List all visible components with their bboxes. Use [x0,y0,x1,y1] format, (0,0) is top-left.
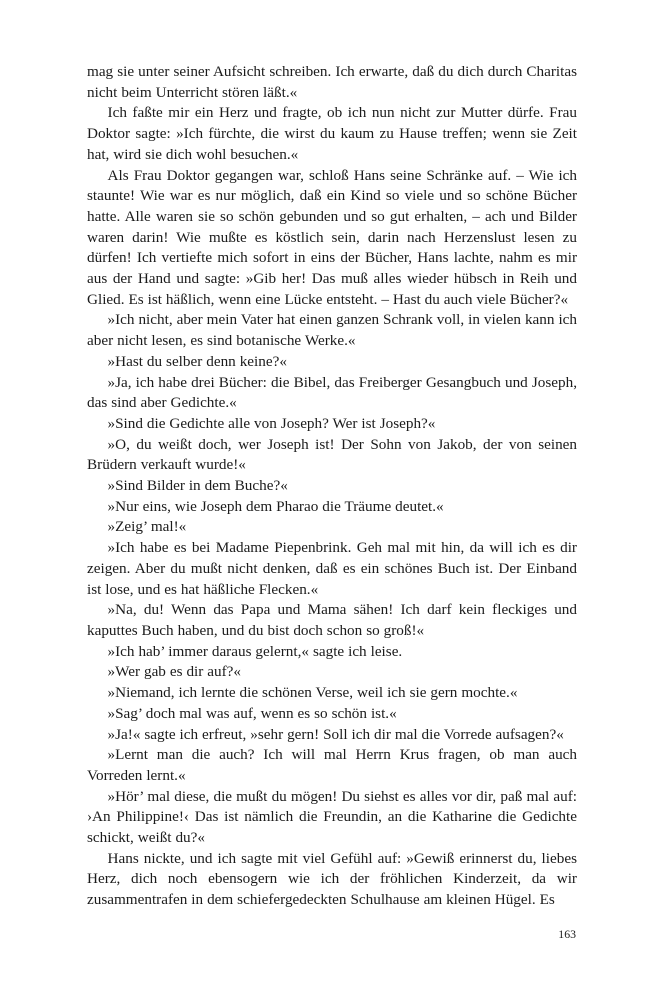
paragraph: »Wer gab es dir auf?« [107,663,241,681]
paragraph: Als Frau Doktor gegangen war, schloß Hans seine Schränke auf. – Wie ich staunte! Wie war es nur möglich, daß ein Kind so viele und so schöne Bücher hatte. Alle waren sie so schön gebunden und so gut erhalten, – ach und Bilder waren darin! Wie mußte es köstlich sein, darin nach Herzenslust lesen zu dürfen! Ich vertiefte mich sofort in eins der Bücher, Hans lachte, nahm es mir aus der Hand und sagte: »Gib her! Das muß alles wieder hübsch in Reih und Glied. Es ist häßlich, wenn eine Lücke entsteht. – Hast du auch viele Bücher?« [87,166,577,308]
paragraph: »Niemand, ich lernte die schönen Verse, weil ich sie gern mochte.« [107,684,518,702]
paragraph: »Lernt man die auch? Ich will mal Herrn Krus fragen, ob man auch Vorreden lernt.« [87,746,577,784]
paragraph: »Zeig’ mal!« [107,518,187,536]
page-text [87,62,577,911]
paragraph: »Sag’ doch mal was auf, wenn es so schön ist.« [107,704,397,722]
paragraph: »Ich hab’ immer daraus gelernt,« sagte ich leise. [107,642,403,660]
paragraph: »Hast du selber denn keine?« [107,352,287,370]
paragraph: mag sie unter seiner Aufsicht schreiben. Ich erwarte, daß du dich durch Charitas nicht beim Unterricht stören läßt.« [87,63,577,101]
paragraph: »Na, du! Wenn das Papa und Mama sähen! Ich darf kein fleckiges und kaputtes Buch haben, und du bist doch schon so groß!« [87,601,577,639]
paragraph: »Nur eins, wie Joseph dem Pharao die Träume deutet.« [107,497,444,515]
paragraph: Hans nickte, und ich sagte mit viel Gefühl auf: »Gewiß erinnerst du, liebes Herz, dich noch ebensogern wie ich der fröhlichen Kinderzeit, da wir zusammentrafen in dem schiefergedeckten Schulhause am kleinen Hügel. Es [87,849,577,909]
paragraph: »O, du weißt doch, wer Joseph ist! Der Sohn von Jakob, der von seinen Brüdern verkauft wurde!« [87,435,577,474]
page-number: 163 [558,927,576,941]
paragraph: »Ich habe es bei Madame Piepenbrink. Geh mal mit hin, da will ich es dir zeigen. Aber du mußt nicht denken, daß es ein schönes Buch ist. Der Einband ist lose, und es hat häßliche Flecken.« [87,539,577,598]
paragraph: »Ich nicht, aber mein Vater hat einen ganzen Schrank voll, in vielen kann ich aber nicht lesen, es sind botanische Werke.« [87,311,577,350]
paragraph: »Ja, ich habe drei Bücher: die Bibel, das Freiberger Gesangbuch und Joseph, das sind aber Gedichte.« [87,373,577,412]
paragraph: Ich faßte mir ein Herz und fragte, ob ich nun nicht zur Mutter dürfe. Frau Doktor sagte: »Ich fürchte, die wirst du kaum zu Hause treffen; wenn sie Zeit hat, wird sie dich wohl besuchen.« [87,104,577,163]
paragraph: »Hör’ mal diese, die mußt du mögen! Du siehst es alles vor dir, paß mal auf: ›An Philippine!‹ Das ist nämlich die Freundin, an die Katharine die Gedichte schickt, weißt du?« [87,787,577,847]
paragraph: »Sind die Gedichte alle von Joseph? Wer ist Joseph?« [107,414,436,432]
paragraph: »Ja!« sagte ich erfreut, »sehr gern! Soll ich dir mal die Vorrede aufsagen?« [107,725,564,743]
paragraph: »Sind Bilder in dem Buche?« [107,477,288,495]
